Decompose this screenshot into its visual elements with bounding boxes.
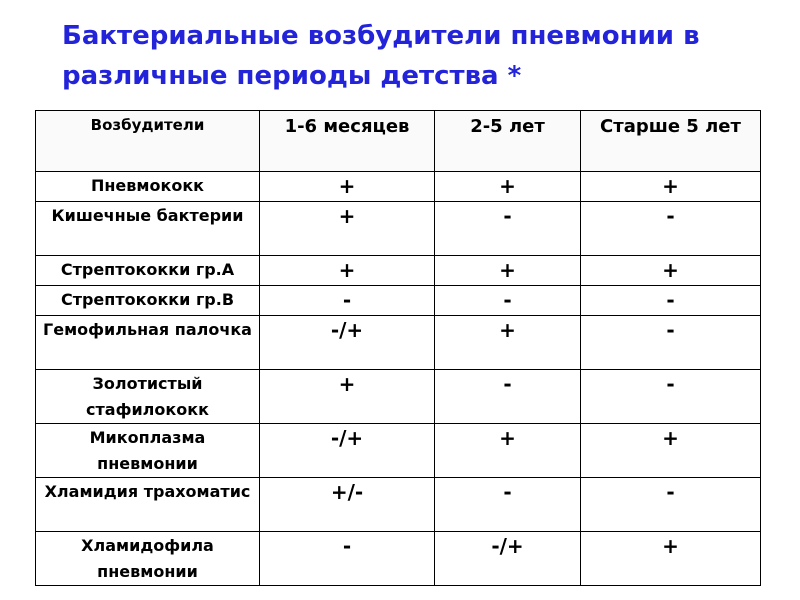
table-cell: +: [581, 424, 761, 478]
row-header-pathogen: Стрептококки гр.А: [36, 256, 260, 286]
column-header-age-2-5-years: 2-5 лет: [435, 111, 581, 172]
table-cell: +: [260, 256, 435, 286]
table-header-row: [36, 111, 761, 172]
table-cell: -: [435, 286, 581, 316]
table-cell: -: [581, 370, 761, 424]
table-row: [36, 256, 761, 286]
page-title: Бактериальные возбудители пневмонии в различные периоды детства *: [62, 21, 700, 91]
table-row: [36, 424, 761, 478]
table-row: [36, 316, 761, 370]
table-cell: -/+: [260, 424, 435, 478]
column-header-pathogen: Возбудители: [36, 111, 260, 172]
table-cell: +: [260, 172, 435, 202]
table-cell: -: [260, 532, 435, 586]
column-header-age-1-6-months: 1-6 месяцев: [260, 111, 435, 172]
table-row: [36, 478, 761, 532]
row-header-pathogen: Кишечные бактерии: [36, 202, 260, 256]
table-cell: -: [435, 478, 581, 532]
table-row: [36, 370, 761, 424]
table-cell: -: [581, 316, 761, 370]
column-header-age-over-5-years: Старше 5 лет: [581, 111, 761, 172]
table-cell: +: [260, 202, 435, 256]
table-row: [36, 202, 761, 256]
table-cell: +: [581, 256, 761, 286]
table-cell: +: [581, 532, 761, 586]
table-cell: +: [435, 424, 581, 478]
table-row: [36, 286, 761, 316]
table-cell: +: [260, 370, 435, 424]
row-header-pathogen: Гемофильная палочка: [36, 316, 260, 370]
row-header-pathogen: Хламидия трахоматис: [36, 478, 260, 532]
table-cell: +: [435, 172, 581, 202]
table-cell: -: [581, 202, 761, 256]
table-row: [36, 172, 761, 202]
table-cell: -: [581, 286, 761, 316]
table-cell: -: [581, 478, 761, 532]
row-header-pathogen: Золотистый стафилококк: [36, 370, 260, 424]
row-header-pathogen: Стрептококки гр.В: [36, 286, 260, 316]
row-header-pathogen: Хламидофила пневмонии: [36, 532, 260, 586]
table-cell: -: [260, 286, 435, 316]
table-cell: +: [435, 256, 581, 286]
table-cell: -: [435, 370, 581, 424]
table-cell: -: [435, 202, 581, 256]
table-cell: +: [435, 316, 581, 370]
table-cell: -/+: [260, 316, 435, 370]
table-cell: -/+: [435, 532, 581, 586]
table-cell: +/-: [260, 478, 435, 532]
row-header-pathogen: Пневмококк: [36, 172, 260, 202]
pathogen-age-table: [35, 110, 761, 586]
row-header-pathogen: Микоплазма пневмонии: [36, 424, 260, 478]
table-row: [36, 532, 761, 586]
table-cell: +: [581, 172, 761, 202]
